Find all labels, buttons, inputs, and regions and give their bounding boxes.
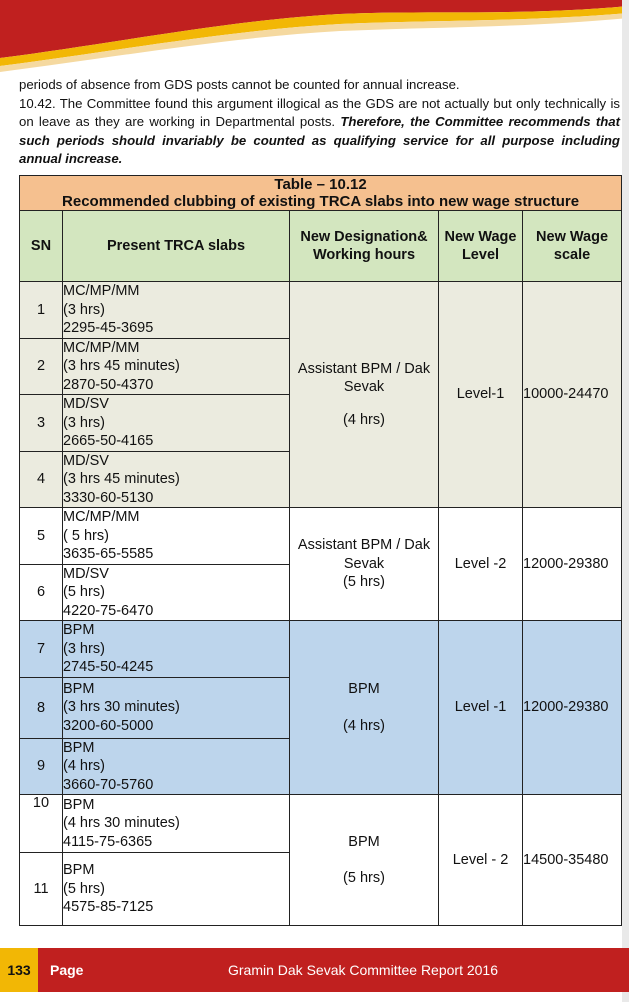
row-sn: 5 <box>20 508 63 565</box>
designation-hours: (5 hrs) <box>343 870 385 886</box>
trca-table <box>19 175 622 926</box>
slab-hours: (3 hrs) <box>63 414 105 431</box>
designation-name: Assistant BPM / Dak Sevak <box>297 360 431 396</box>
intro-line: periods of absence from GDS posts cannot be counted for annual increase. <box>19 77 460 92</box>
row-sn: 3 <box>20 395 63 452</box>
row-slab <box>63 738 290 795</box>
row-sn: 6 <box>20 564 63 621</box>
group-level: Level - 2 <box>439 795 523 926</box>
slab-range: 4575-85-7125 <box>63 899 154 916</box>
group-scale: 10000-24470 <box>523 282 622 508</box>
group-designation <box>290 621 439 795</box>
slab-hours: (3 hrs) <box>63 301 105 318</box>
designation-name: Assistant BPM / Dak Sevak <box>297 537 431 572</box>
slab-range: 3200-60-5000 <box>63 717 154 734</box>
intro-paragraph-text: 10.42. The Committee found this argument illogical as the GDS are not actually but only technically is on leave as they are working in Departmental posts. <box>19 95 620 129</box>
row-sn: 7 <box>20 621 63 678</box>
row-slab <box>63 853 290 926</box>
slab-name: MD/SV <box>63 452 109 469</box>
row-slab <box>63 508 290 565</box>
slab-name: BPM <box>63 739 95 756</box>
group-designation <box>290 282 439 508</box>
slab-name: BPM <box>63 680 95 697</box>
slab-hours: (4 hrs) <box>63 758 105 774</box>
header-slabs: Present TRCA slabs <box>63 211 290 282</box>
slab-name: MD/SV <box>63 565 109 582</box>
slab-name: BPM <box>63 796 95 813</box>
slab-name: MC/MP/MM <box>63 509 140 525</box>
header-level: New Wage Level <box>439 211 523 282</box>
slab-range: 4220-75-6470 <box>63 602 154 619</box>
slab-range: 2745-50-4245 <box>63 659 154 675</box>
slab-hours: (3 hrs 45 minutes) <box>63 358 180 374</box>
row-slab <box>63 621 290 678</box>
row-sn: 2 <box>20 338 63 395</box>
row-sn: 10 <box>20 795 63 853</box>
slab-range: 2665-50-4165 <box>63 433 154 449</box>
header-scale: New Wage scale <box>523 211 622 282</box>
table-caption-title: Recommended clubbing of existing TRCA slabs into new wage structure <box>62 193 580 210</box>
slab-name: MD/SV <box>63 396 109 412</box>
page-label: Page <box>50 962 84 978</box>
intro-recommendation: Therefore, the Committee recommends that such periods should invariably be counted as qualifying service for all purpose including annual increase. <box>19 114 620 166</box>
row-sn: 9 <box>20 738 63 795</box>
intro-paragraph <box>19 95 620 169</box>
slab-hours: (3 hrs 45 minutes) <box>63 471 180 487</box>
designation-hours: (4 hrs) <box>343 411 385 428</box>
group-designation <box>290 508 439 621</box>
header-banner <box>0 0 629 82</box>
intro-text <box>19 76 620 169</box>
row-slab <box>63 451 290 508</box>
row-sn: 8 <box>20 677 63 738</box>
page-number: 133 <box>0 948 38 992</box>
slab-hours: ( 5 hrs) <box>63 527 109 544</box>
row-slab <box>63 564 290 621</box>
table-caption-number: Table – 10.12 <box>274 176 367 193</box>
designation-name: BPM <box>348 833 380 850</box>
designation-hours: (5 hrs) <box>343 574 385 591</box>
group-scale: 12000-29380 <box>523 621 622 795</box>
slab-hours: (5 hrs) <box>63 880 105 897</box>
slab-name: MC/MP/MM <box>63 283 140 299</box>
slab-name: MC/MP/MM <box>63 339 140 356</box>
slab-range: 4115-75-6365 <box>63 833 153 850</box>
row-slab <box>63 677 290 738</box>
table-caption <box>20 176 622 211</box>
slab-hours: (3 hrs 30 minutes) <box>63 699 180 716</box>
group-scale: 12000-29380 <box>523 508 622 621</box>
row-sn: 11 <box>20 853 63 926</box>
header-designation: New Designation& Working hours <box>290 211 439 282</box>
designation-hours: (4 hrs) <box>343 717 385 734</box>
designation-name: BPM <box>348 681 380 697</box>
slab-name: BPM <box>63 862 95 879</box>
report-title: Gramin Dak Sevak Committee Report 2016 <box>228 962 498 978</box>
header-sn: SN <box>20 211 63 282</box>
group-level: Level -2 <box>439 508 523 621</box>
group-level: Level-1 <box>439 282 523 508</box>
slab-name: BPM <box>63 622 95 638</box>
slab-range: 2870-50-4370 <box>63 376 154 393</box>
slab-hours: (5 hrs) <box>63 584 105 600</box>
group-designation <box>290 795 439 926</box>
row-sn: 1 <box>20 282 63 339</box>
slab-range: 3635-65-5585 <box>63 546 154 562</box>
group-scale: 14500-35480 <box>523 795 622 926</box>
slab-range: 3330-60-5130 <box>63 489 154 506</box>
row-slab <box>63 395 290 452</box>
group-level: Level -1 <box>439 621 523 795</box>
page-edge <box>622 0 629 1002</box>
row-slab <box>63 282 290 339</box>
slab-range: 3660-70-5760 <box>63 776 154 793</box>
row-sn: 4 <box>20 451 63 508</box>
slab-range: 2295-45-3695 <box>63 320 154 336</box>
slab-hours: (3 hrs) <box>63 640 105 657</box>
slab-hours: (4 hrs 30 minutes) <box>63 815 180 832</box>
row-slab <box>63 795 290 853</box>
row-slab <box>63 338 290 395</box>
